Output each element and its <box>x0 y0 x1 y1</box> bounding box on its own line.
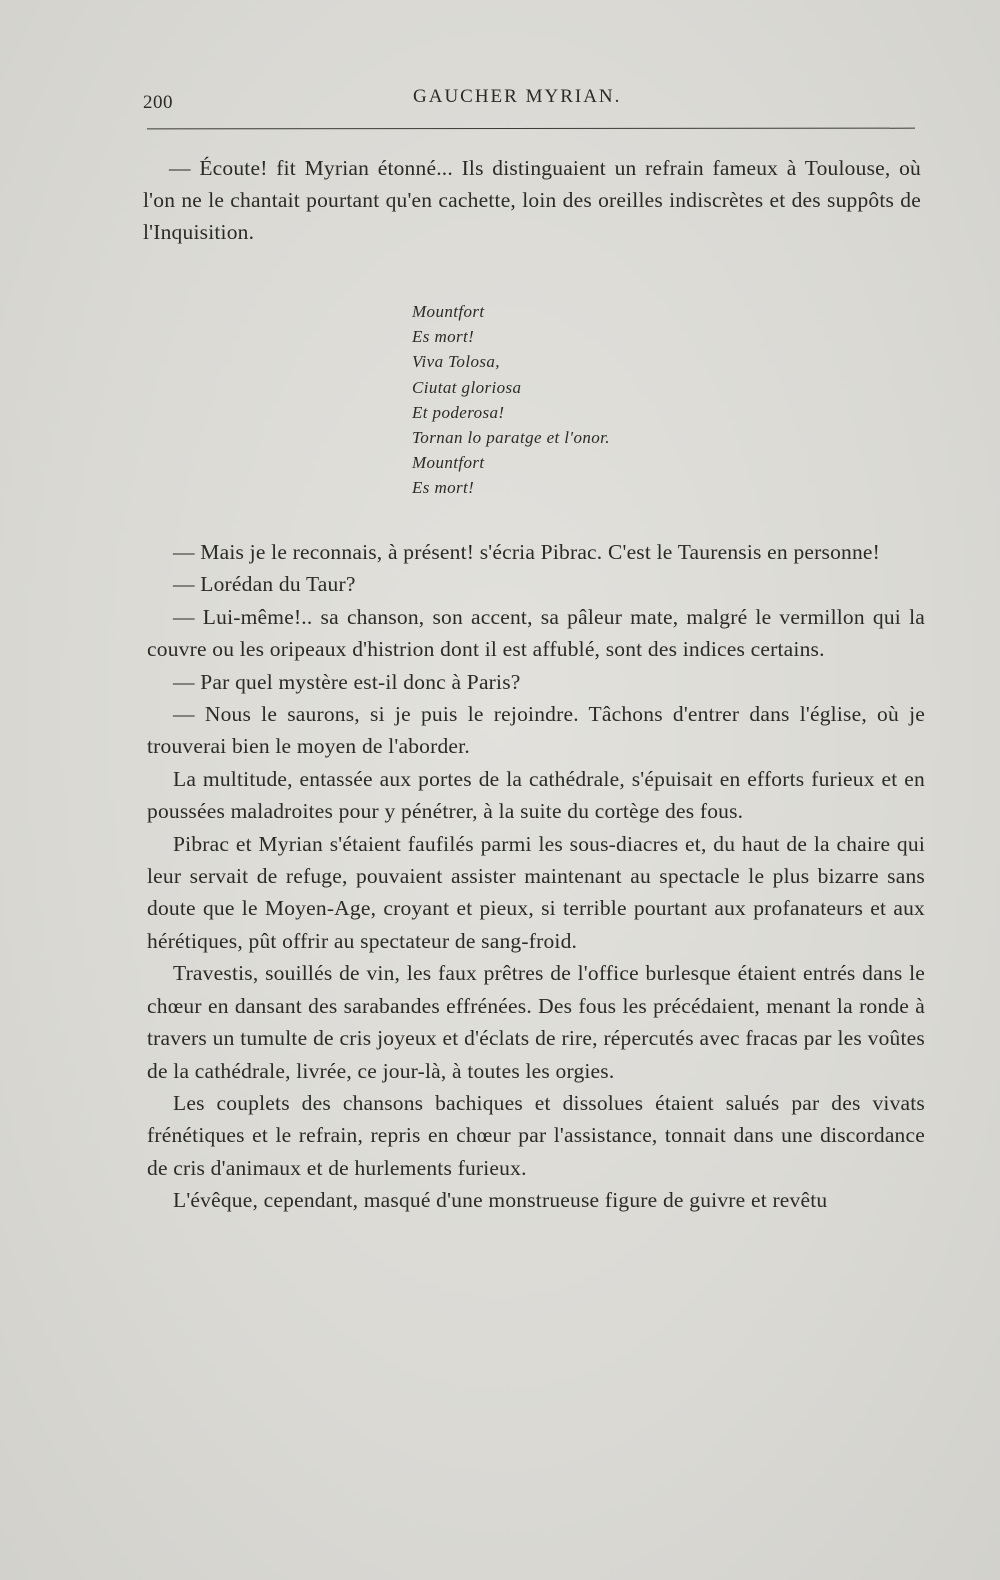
verse-line: Mountfort <box>412 453 485 473</box>
main-text <box>147 536 925 1217</box>
page-number: 200 <box>143 92 173 113</box>
paragraph: Travestis, souillés de vin, les faux prêtres de l'office burlesque étaient entrés dans le chœur en dansant des sarabandes effrénées. Des fous les précédaient, menant la ronde à travers un tumulte de cris joyeux et d'éclats de rire, répercutés avec fracas par les voûtes de la cathédrale, livrée, ce jour-là, à toutes les orgies. <box>147 961 925 1083</box>
verse-line: Viva Tolosa, <box>412 352 500 372</box>
header-rule <box>147 128 915 130</box>
paragraph: — Lorédan du Taur? <box>173 572 356 597</box>
running-head: GAUCHER MYRIAN. <box>413 86 622 107</box>
paragraph: L'évêque, cependant, masqué d'une monstrueuse figure de guivre et revêtu <box>173 1188 828 1213</box>
opening-paragraph <box>143 152 921 249</box>
verse-line: Et poderosa! <box>412 402 505 422</box>
paragraph: — Écoute! fit Myrian étonné... Ils distinguaient un refrain fameux à Toulouse, où l'on ne le chantait pourtant qu'en cachette, loin des oreilles indiscrètes et des suppôts de l'Inquisition. <box>143 156 921 245</box>
paragraph: — Nous le saurons, si je puis le rejoindre. Tâchons d'entrer dans l'église, où je trouverai bien le moyen de l'aborder. <box>147 702 925 759</box>
paragraph: — Lui-même!.. sa chanson, son accent, sa pâleur mate, malgré le vermillon qui la couvre ou les oripeaux d'histrion dont il est affublé, sont des indices certains. <box>147 604 925 662</box>
verse-block <box>412 299 610 501</box>
paragraph: — Mais je le reconnais, à présent! s'écria Pibrac. C'est le Taurensis en personne! <box>173 540 881 564</box>
verse-line: Es mort! <box>412 478 475 498</box>
verse-line: Ciutat gloriosa <box>412 377 522 397</box>
paragraph: La multitude, entassée aux portes de la cathédrale, s'épuisait en efforts furieux et en poussées maladroites pour y pénétrer, à la suite du cortège des fous. <box>147 766 925 824</box>
paragraph: — Par quel mystère est-il donc à Paris? <box>173 669 521 694</box>
verse-line: Tornan lo paratge et l'onor. <box>412 428 610 448</box>
paragraph: Pibrac et Myrian s'étaient faufilés parmi les sous-diacres et, du haut de la chaire qui leur servait de refuge, pouvaient assister maintenant au spectacle le plus bizarre sans doute que le Moyen-Age, croyant et pieux, si terrible pourtant aux profanateurs et aux hérétiques, pût offrir au spectateur de sang-froid. <box>147 831 925 953</box>
page-header <box>143 86 913 116</box>
verse-line: Mountfort <box>412 302 485 321</box>
verse-line: Es mort! <box>412 327 475 347</box>
paragraph: Les couplets des chansons bachiques et dissolues étaient salués par des vivats frénétiques et le refrain, repris en chœur par l'assistance, tonnait dans une discordance de cris d'animaux et de hurlements furieux. <box>147 1090 925 1180</box>
